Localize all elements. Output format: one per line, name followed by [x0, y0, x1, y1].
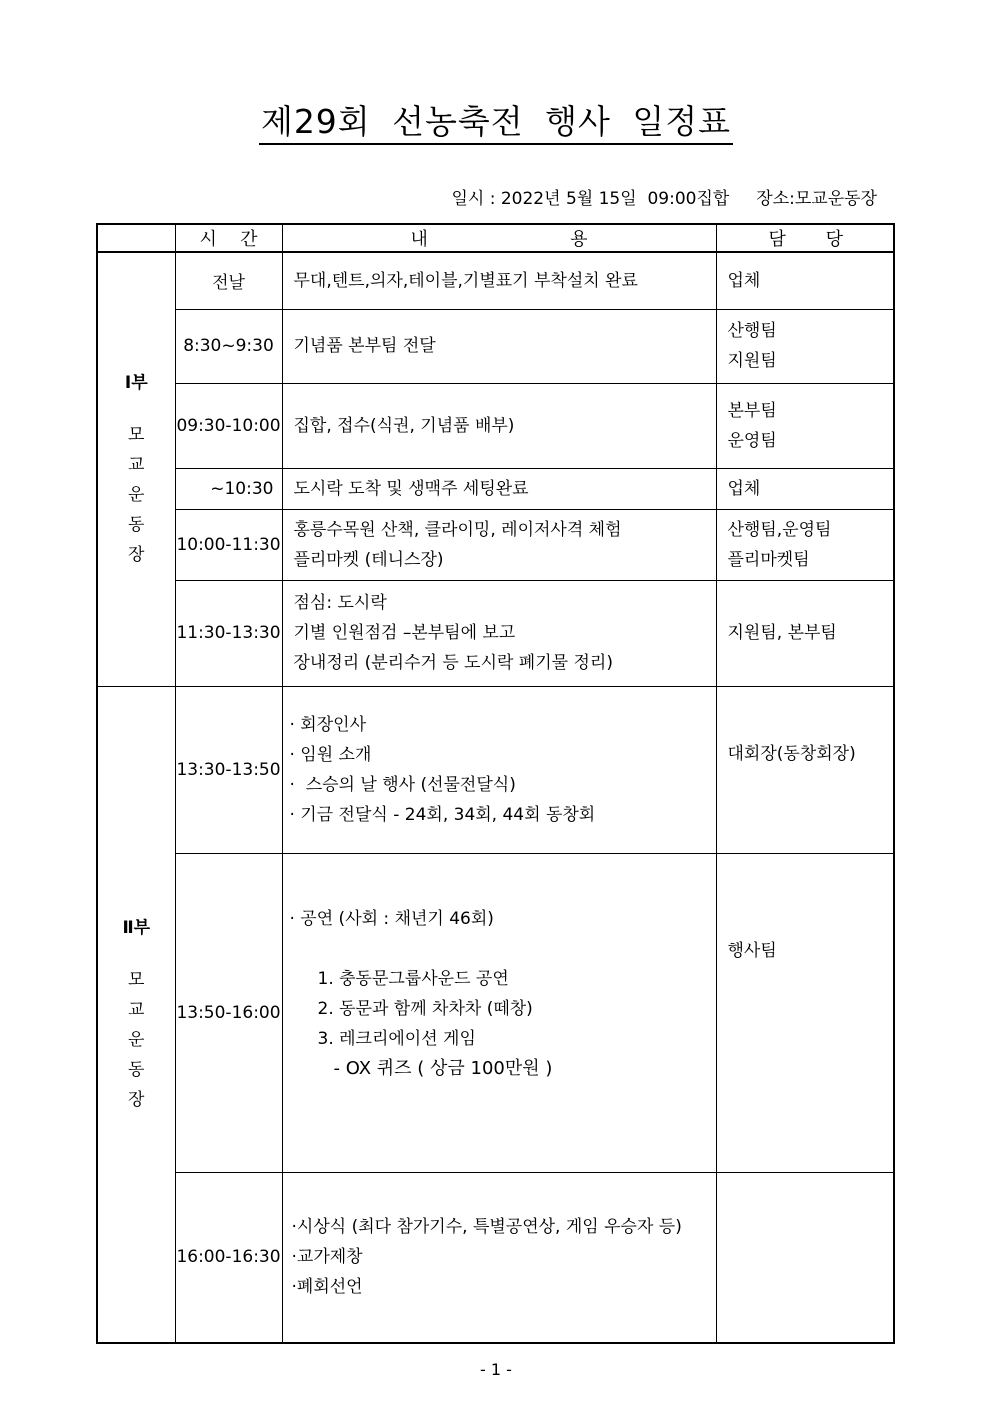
- row-content: 점심: 도시락 기별 인원점검 –본부팀에 보고 장내정리 (분리수거 등 도시락 폐기물 정리): [282, 580, 716, 686]
- row-time: 10:00-11:30: [175, 509, 282, 580]
- document-title: 제29회 선농축전 행사 일정표: [0, 96, 992, 143]
- row-content: ·시상식 (최다 참가기수, 특별공연상, 게임 우승자 등) ·교가제창 ·폐회선언: [282, 1172, 716, 1343]
- row-content: 기념품 본부팀 전달: [282, 309, 716, 383]
- row-time: 전날: [175, 252, 282, 309]
- table-row: [97, 1172, 894, 1343]
- header-owner: 담 당: [716, 224, 894, 252]
- table-row: [97, 580, 894, 686]
- row-time: 09:30-10:00: [175, 383, 282, 468]
- row-content: 홍릉수목원 산책, 클라이밍, 레이저사격 체험 플리마켓 (테니스장): [282, 509, 716, 580]
- row-owner: [716, 1172, 894, 1343]
- table-row: [97, 383, 894, 468]
- row-content: 도시락 도착 및 생맥주 세팅완료: [282, 468, 716, 509]
- row-owner: 행사팀: [716, 853, 894, 1172]
- row-owner: 산행팀 지원팀: [716, 309, 894, 383]
- row-content: 집합, 접수(식권, 기념품 배부): [282, 383, 716, 468]
- row-owner: 산행팀,운영팀 플리마켓팀: [716, 509, 894, 580]
- row-owner: 지원팀, 본부팀: [716, 580, 894, 686]
- header-time: 시 간: [175, 224, 282, 252]
- row-time: 11:30-13:30: [175, 580, 282, 686]
- part-2-label: Ⅱ부 모 교 운 동 장: [97, 686, 175, 1343]
- row-owner: 대회장(동창회장): [716, 686, 894, 853]
- table-row: [97, 252, 894, 309]
- header-row: [97, 224, 894, 252]
- header-content: 내 용: [282, 224, 716, 252]
- table-row: [97, 686, 894, 853]
- table-row: [97, 468, 894, 509]
- row-time: 13:50-16:00: [175, 853, 282, 1172]
- table-row: [97, 309, 894, 383]
- row-owner: 업체: [716, 252, 894, 309]
- row-content: 무대,텐트,의자,테이블,기별표기 부착설치 완료: [282, 252, 716, 309]
- row-owner: 업체: [716, 468, 894, 509]
- row-time: 13:30-13:50: [175, 686, 282, 853]
- table-row: [97, 853, 894, 1172]
- part-1-label: Ⅰ부 모 교 운 동 장: [97, 252, 175, 686]
- schedule-table: [96, 223, 895, 1344]
- row-content: · 회장인사 · 임원 소개 · 스승의 날 행사 (선물전달식) · 기금 전달식 - 24회, 34회, 44회 동창회: [282, 686, 716, 853]
- row-owner: 본부팀 운영팀: [716, 383, 894, 468]
- row-time: 16:00-16:30: [175, 1172, 282, 1343]
- row-content: · 공연 (사회 : 채년기 46회) 1. 충동문그룹사운드 공연 2. 동문과 함께 차차차 (떼창) 3. 레크리에이션 게임 - OX 퀴즈 ( 상금 100만원 ): [282, 853, 716, 1172]
- event-info: 일시 : 2022년 5월 15일 09:00집합 장소:모교운동장: [451, 189, 877, 209]
- header-part: [97, 224, 175, 252]
- row-time: ~10:30: [175, 468, 282, 509]
- page-number: - 1 -: [480, 1360, 512, 1379]
- table-row: [97, 509, 894, 580]
- row-time: 8:30~9:30: [175, 309, 282, 383]
